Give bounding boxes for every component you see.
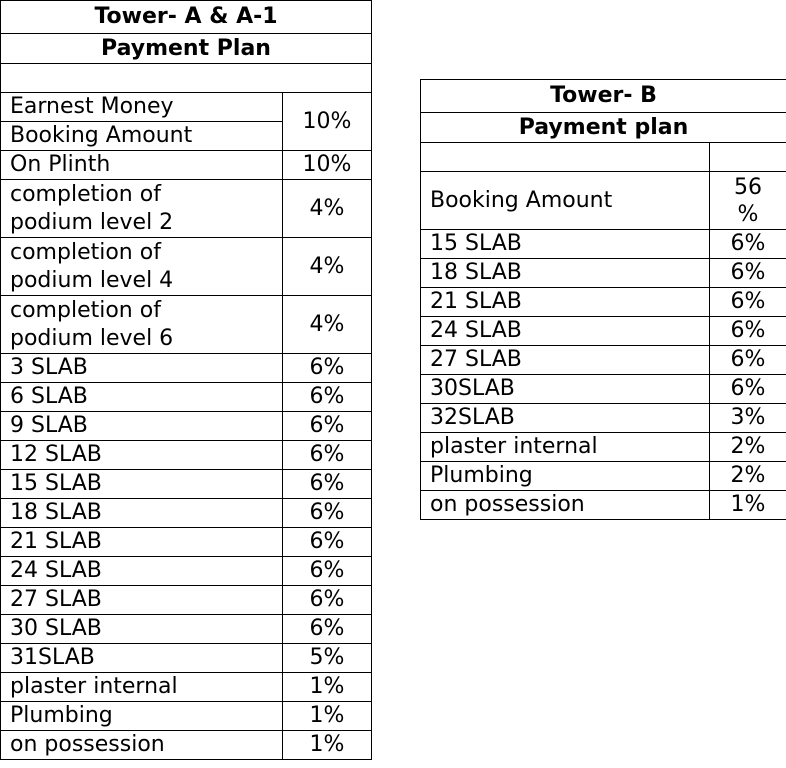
row-label	[1, 180, 283, 238]
table-row	[421, 317, 786, 346]
table-row	[421, 433, 786, 462]
row-value: 6%	[283, 383, 372, 412]
row-label	[1, 557, 283, 586]
row-label-line: podium level 4	[10, 267, 174, 293]
blank-cell	[421, 143, 710, 172]
row-value-line: 3%	[730, 405, 766, 430]
table-row	[421, 259, 786, 288]
row-value-line: 6%	[730, 318, 766, 343]
tower-b-title: Tower- B	[421, 80, 786, 113]
tower-b-subtitle-row	[421, 113, 786, 143]
row-label-line: podium level 6	[10, 325, 174, 351]
row-value: 6%	[283, 615, 372, 644]
table-row	[1, 296, 372, 354]
table-row	[1, 383, 372, 412]
row-label	[1, 673, 283, 702]
row-label	[1, 441, 283, 470]
table-row	[421, 172, 786, 230]
row-label-line: on possession	[10, 732, 165, 757]
row-label-line: 30 SLAB	[10, 616, 102, 641]
table-row	[1, 731, 372, 760]
row-label	[1, 383, 283, 412]
row-value: 6%	[283, 557, 372, 586]
table-row	[1, 354, 372, 383]
row-label: 32SLAB	[421, 404, 710, 433]
row-value-line: 6%	[730, 347, 766, 372]
row-label: Plumbing	[421, 462, 710, 491]
tower-a-title: Tower- A & A-1	[1, 1, 372, 34]
row-label-line: 27 SLAB	[10, 587, 102, 612]
row-label: 24 SLAB	[421, 317, 710, 346]
row-label	[1, 586, 283, 615]
row-value	[710, 375, 786, 404]
row-label-line: 18 SLAB	[10, 500, 102, 525]
table-row	[1, 557, 372, 586]
row-label-line: podium level 2	[10, 209, 174, 235]
tower-a-payment-table	[0, 0, 372, 760]
row-label-line: plaster internal	[10, 674, 178, 699]
row-value: 6%	[283, 354, 372, 383]
row-label	[1, 528, 283, 557]
row-label	[1, 731, 283, 760]
table-row	[421, 491, 786, 520]
row-label	[1, 296, 283, 354]
row-value	[710, 317, 786, 346]
tower-a-subtitle: Payment Plan	[1, 34, 372, 64]
table-row	[1, 615, 372, 644]
table-row	[421, 288, 786, 317]
table-row	[1, 180, 372, 238]
tower-b-blank-row	[421, 143, 786, 172]
earnest-money-label: Earnest Money	[1, 93, 283, 122]
row-label: 18 SLAB	[421, 259, 710, 288]
row-value-line: 6%	[730, 289, 766, 314]
row-label-line: On Plinth	[10, 152, 111, 177]
row-value: 6%	[283, 528, 372, 557]
row-value-line: 1%	[730, 492, 766, 517]
row-label	[1, 151, 283, 180]
row-value: 5%	[283, 644, 372, 673]
row-label-line: 3 SLAB	[10, 355, 88, 380]
row-value: 10%	[283, 151, 372, 180]
row-label-line: 6 SLAB	[10, 384, 88, 409]
row-label: 30SLAB	[421, 375, 710, 404]
row-value	[710, 404, 786, 433]
row-label-line: 31SLAB	[10, 645, 95, 670]
table-row	[1, 441, 372, 470]
table-row	[421, 230, 786, 259]
table-row	[1, 93, 372, 122]
row-label: 15 SLAB	[421, 230, 710, 259]
row-value-line: 2%	[730, 434, 766, 459]
row-value-line: 6%	[730, 260, 766, 285]
row-label: on possession	[421, 491, 710, 520]
row-label-line: 21 SLAB	[10, 529, 102, 554]
row-value: 6%	[283, 499, 372, 528]
row-label	[1, 412, 283, 441]
booking-amount-label: Booking Amount	[1, 122, 283, 151]
row-value-line: 2%	[730, 463, 766, 488]
row-label-line: 12 SLAB	[10, 442, 102, 467]
row-value: 6%	[283, 441, 372, 470]
row-value: 1%	[283, 673, 372, 702]
blank-cell	[710, 143, 786, 172]
row-value-line: %	[737, 201, 759, 227]
row-value: 1%	[283, 702, 372, 731]
row-label-line: 15 SLAB	[10, 471, 102, 496]
row-label	[1, 499, 283, 528]
row-label	[1, 702, 283, 731]
row-value: 6%	[283, 586, 372, 615]
row-value: 6%	[283, 470, 372, 499]
table-row	[1, 528, 372, 557]
tower-a-subtitle-row	[1, 34, 372, 64]
row-label-line: 24 SLAB	[10, 558, 102, 583]
row-value: 4%	[283, 296, 372, 354]
row-label-line: completion of	[10, 239, 161, 265]
table-row	[1, 470, 372, 499]
tower-a-blank-row	[1, 64, 372, 93]
table-row	[1, 238, 372, 296]
table-row	[1, 644, 372, 673]
row-value-line: 6%	[730, 231, 766, 256]
row-label	[1, 354, 283, 383]
tower-a-title-row	[1, 1, 372, 34]
blank-cell	[1, 64, 372, 93]
table-row	[1, 586, 372, 615]
row-label	[1, 615, 283, 644]
row-label: plaster internal	[421, 433, 710, 462]
table-row	[421, 346, 786, 375]
row-value: 4%	[283, 238, 372, 296]
table-row	[1, 673, 372, 702]
row-label: Booking Amount	[421, 172, 710, 230]
earnest-booking-value: 10%	[283, 93, 372, 151]
row-value	[710, 172, 786, 230]
row-label-line: completion of	[10, 181, 161, 207]
row-label-line: completion of	[10, 297, 161, 323]
row-value: 4%	[283, 180, 372, 238]
row-value	[710, 491, 786, 520]
row-label-line: Plumbing	[10, 703, 113, 728]
table-row	[421, 404, 786, 433]
row-value: 6%	[283, 412, 372, 441]
tower-b-title-row	[421, 80, 786, 113]
table-row	[421, 462, 786, 491]
row-value-line: 6%	[730, 376, 766, 401]
row-value	[710, 433, 786, 462]
row-value	[710, 346, 786, 375]
row-value	[710, 230, 786, 259]
row-label	[1, 644, 283, 673]
row-value	[710, 288, 786, 317]
row-label: 21 SLAB	[421, 288, 710, 317]
table-row	[1, 499, 372, 528]
row-label	[1, 238, 283, 296]
table-row	[1, 151, 372, 180]
table-row	[1, 412, 372, 441]
row-label	[1, 470, 283, 499]
row-value-line: 56	[734, 174, 762, 200]
table-row	[421, 375, 786, 404]
tower-b-subtitle: Payment plan	[421, 113, 786, 143]
tower-b-payment-table	[420, 79, 786, 520]
row-label: 27 SLAB	[421, 346, 710, 375]
row-label-line: 9 SLAB	[10, 413, 88, 438]
row-value	[710, 462, 786, 491]
table-row	[1, 702, 372, 731]
row-value	[710, 259, 786, 288]
row-value: 1%	[283, 731, 372, 760]
